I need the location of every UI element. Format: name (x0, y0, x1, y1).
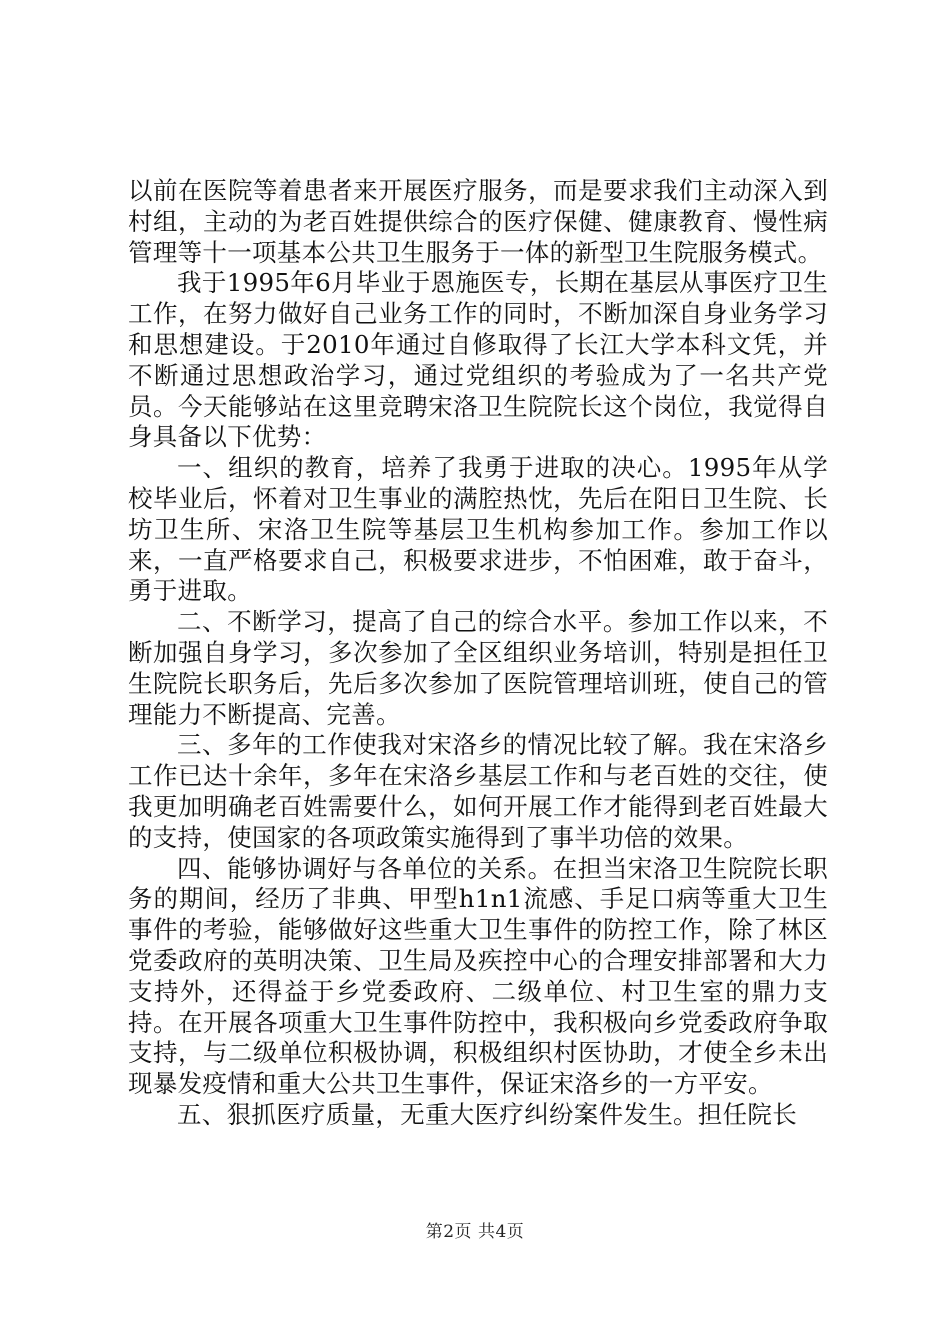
paragraph: 二、不断学习，提高了自己的综合水平。参加工作以来，不断加强自身学习，多次参加了全区组织业务培训，特别是担任卫生院院长职务后，先后多次参加了医院管理培训班，使自己的管理能力不断提高、完善。 (128, 607, 828, 729)
page-number-footer: 第2页 共4页 (425, 1222, 525, 1242)
paragraph: 一、组织的教育，培养了我勇于进取的决心。1995年从学校毕业后，怀着对卫生事业的满腔热忱，先后在阳日卫生院、长坊卫生所、宋洛卫生院等基层卫生机构参加工作。参加工作以来，一直严格要求自己，积极要求进步，不怕困难，敢于奋斗，勇于进取。 (128, 453, 828, 606)
paragraph: 五、狠抓医疗质量，无重大医疗纠纷案件发生。担任院长 (177, 1099, 797, 1129)
paragraph: 我于1995年6月毕业于恩施医专，长期在基层从事医疗卫生工作，在努力做好自己业务工作的同时，不断加深自身业务学习和思想建设。于2010年通过自修取得了长江大学本科文凭，并不断通过思想政治学习，通过党组织的考验成为了一名共产党员。今天能够站在这里竞聘宋洛卫生院院长这个岗位，我觉得自身具备以下优势： (128, 268, 828, 452)
document-body (128, 176, 828, 1131)
paragraph: 以前在医院等着患者来开展医疗服务，而是要求我们主动深入到村组，主动的为老百姓提供综合的医疗保健、健康教育、慢性病管理等十一项基本公共卫生服务于一体的新型卫生院服务模式。 (128, 176, 828, 267)
paragraph: 四、能够协调好与各单位的关系。在担当宋洛卫生院院长职务的期间，经历了非典、甲型h1n1流感、手足口病等重大卫生事件的考验，能够做好这些重大卫生事件的防控工作，除了林区党委政府的英明决策、卫生局及疾控中心的合理安排部署和大力支持外，还得益于乡党委政府、二级单位、村卫生室的鼎力支持。在开展各项重大卫生事件防控中，我积极向乡党委政府争取支持，与二级单位积极协调，积极组织村医协助，才使全乡未出现暴发疫情和重大公共卫生事件，保证宋洛乡的一方平安。 (128, 853, 828, 1099)
paragraph: 三、多年的工作使我对宋洛乡的情况比较了解。我在宋洛乡工作已达十余年，多年在宋洛乡基层工作和与老百姓的交往，使我更加明确老百姓需要什么，如何开展工作才能得到老百姓最大的支持，使国家的各项政策实施得到了事半功倍的效果。 (128, 730, 828, 852)
